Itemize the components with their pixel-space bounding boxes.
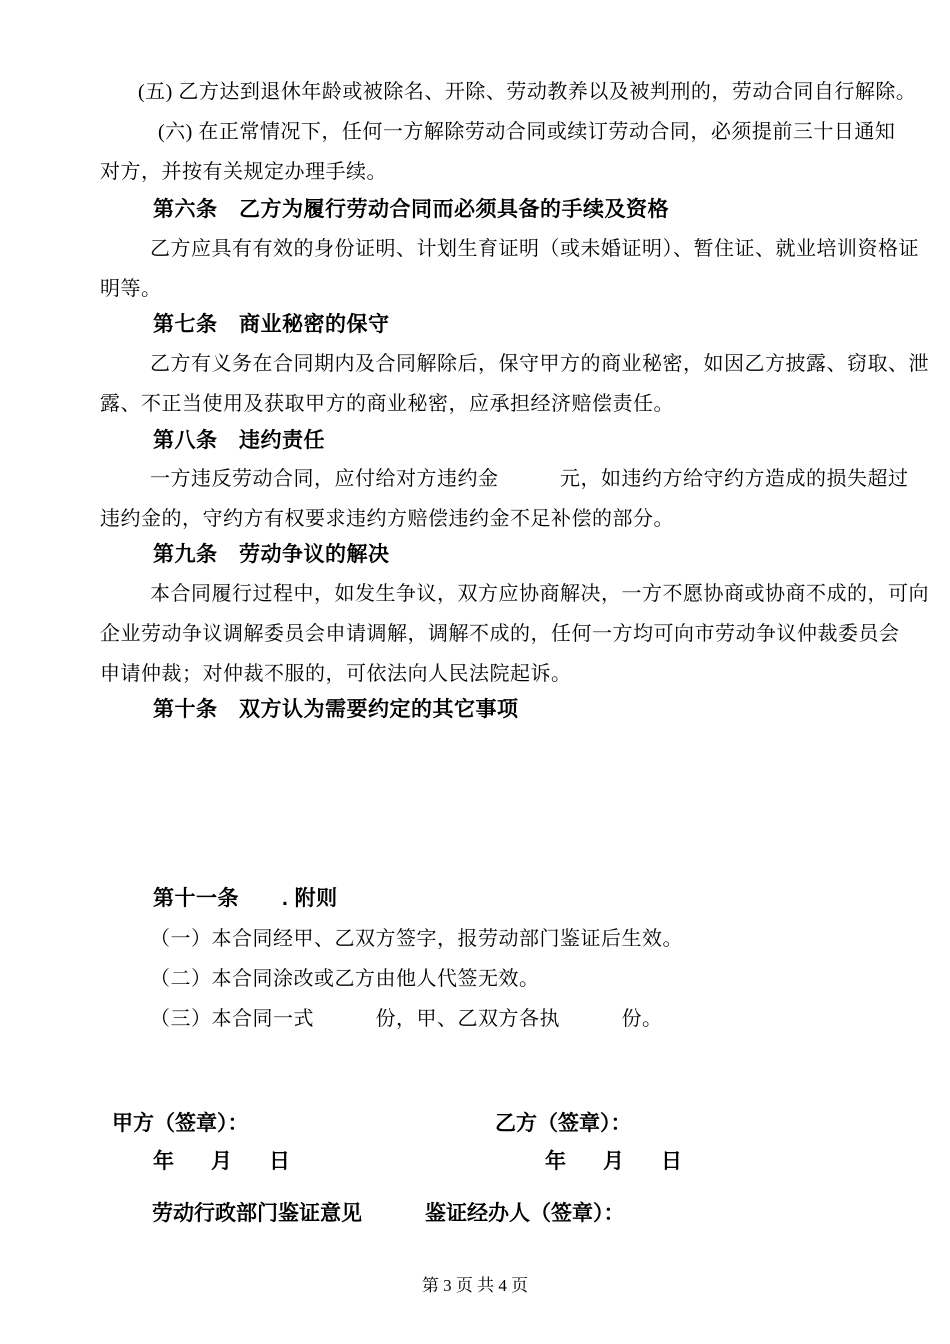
party-b-year-label: 年: [545, 1150, 566, 1173]
article-9-heading: 第九条 劳动争议的解决: [153, 543, 390, 566]
party-b-signature-label: 乙方（签章）：: [495, 1112, 632, 1135]
article-8-body-line1: 一方违反劳动合同，应付给对方违约金 元，如违约方给守约方造成的损失超过: [150, 468, 909, 490]
article-8-body-line2: 违约金的，守约方有权要求违约方赔偿违约金不足补偿的部分。: [100, 508, 674, 530]
article-11-item-2: （二）本合同涂改或乙方由他人代签无效。: [150, 968, 540, 990]
clause-item-6-line1: (六) 在正常情况下，任何一方解除劳动合同或续订劳动合同，必须提前三十日通知: [158, 121, 896, 143]
article-8-heading: 第八条 违约责任: [153, 429, 325, 452]
article-6-heading: 第六条 乙方为履行劳动合同而必须具备的手续及资格: [153, 198, 669, 221]
party-b-date-row: [545, 1149, 682, 1175]
labor-dept-opinion-label: 劳动行政部门鉴证意见: [152, 1202, 362, 1225]
page-number-indicator: 第 3 页 共 4 页: [421, 1276, 529, 1295]
party-a-date-row: [153, 1149, 290, 1175]
article-10-heading: 第十条 双方认为需要约定的其它事项: [153, 698, 519, 721]
attestor-signature-label: 鉴证经办人（签章）：: [425, 1202, 625, 1225]
party-b-day-label: 日: [661, 1150, 682, 1173]
party-a-year-label: 年: [153, 1150, 174, 1173]
article-11-item-3: （三）本合同一式 份，甲、乙双方各执 份。: [150, 1008, 663, 1030]
article-9-body-line2: 企业劳动争议调解委员会申请调解，调解不成的，任何一方均可向市劳动争议仲裁委员会: [100, 623, 900, 645]
article-11-item-1: （一）本合同经甲、乙双方签字，报劳动部门鉴证后生效。: [150, 928, 683, 950]
party-b-month-label: 月: [603, 1150, 624, 1173]
article-6-body-line2: 明等。: [100, 278, 162, 300]
clause-item-6-line2: 对方，并按有关规定办理手续。: [100, 161, 387, 183]
article-9-body-line1: 本合同履行过程中，如发生争议，双方应协商解决，一方不愿协商或协商不成的，可向: [150, 583, 929, 605]
article-7-body-line1: 乙方有义务在合同期内及合同解除后，保守甲方的商业秘密，如因乙方披露、窃取、泄: [150, 353, 929, 375]
article-7-heading: 第七条 商业秘密的保守: [153, 313, 390, 336]
article-9-body-line3: 申请仲裁；对仲裁不服的，可依法向人民法院起诉。: [100, 663, 572, 685]
article-11-heading: 第十一条 . 附则: [153, 887, 338, 910]
article-6-body-line1: 乙方应具有有效的身份证明、计划生育证明（或未婚证明）、暂住证、就业培训资格证: [150, 238, 919, 260]
party-a-month-label: 月: [211, 1150, 232, 1173]
party-a-signature-label: 甲方（签章）：: [112, 1112, 249, 1135]
clause-item-5: (五) 乙方达到退休年龄或被除名、开除、劳动教养以及被判刑的，劳动合同自行解除。: [138, 81, 917, 103]
party-a-day-label: 日: [269, 1150, 290, 1173]
article-7-body-line2: 露、不正当使用及获取甲方的商业秘密，应承担经济赔偿责任。: [100, 393, 674, 415]
